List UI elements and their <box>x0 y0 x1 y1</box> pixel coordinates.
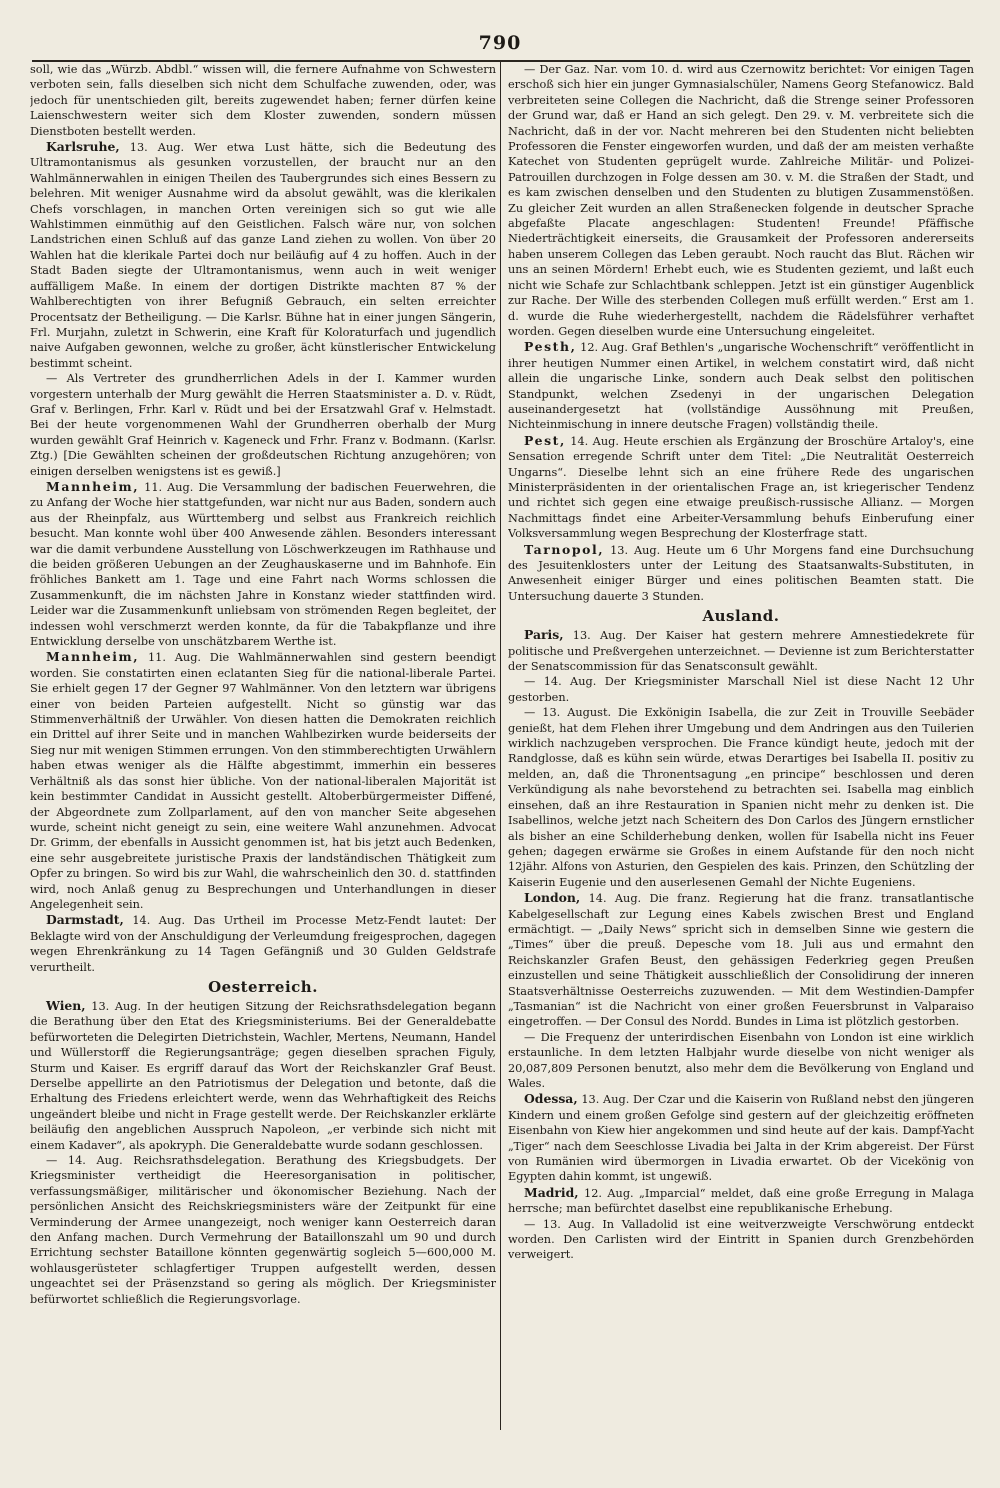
paragraph-text: 12. Aug. „Imparcial“ meldet, daß eine große Erregung in Malaga herrsche; man befürchtet daselbst eine republikanische Erhebung. <box>508 1186 974 1216</box>
article-paragraph <box>508 627 974 674</box>
dateline-place: Pest, <box>524 432 566 448</box>
article-paragraph <box>508 542 974 605</box>
column-divider <box>500 60 501 1430</box>
dateline-place: London, <box>524 890 581 906</box>
paragraph-text: 13. Aug. Heute um 6 Uhr Morgens fand eine Durchsuchung des Jesuitenklosters unter der Leitung des Staatsanwalts-Substituten, in Anwesenheit einiger Bürger und eines politischen Beamten statt. Die Untersuchung dauerte 3 Stunden. <box>508 543 974 603</box>
article-paragraph <box>508 1091 974 1184</box>
dateline-place: Odessa, <box>524 1091 578 1107</box>
article-paragraph <box>508 674 974 705</box>
article-paragraph <box>30 998 496 1153</box>
paragraph-text: 14. Aug. Die franz. Regierung hat die franz. transatlantische Kabelgesellschaft zur Legung eines Kabels zwischen Brest und England ermächtigt. — „Daily News“ spricht sich in demselben Sinne wie gestern die „Times“ über die preuß. Depesche vom 18. Juli aus und ermahnt den Reichskanzler Grafen Beust, den gehässigen Federkrieg gegen Preußen einzustellen und seine Thätigkeit ausschließlich der Consolidirung der inneren Staatsverhältnisse Oesterreichs zuzuwenden. — Mit dem Westindien-Dampfer „Tasmanian“ ist die Nachricht von einer großen Feuersbrunst in Valparaiso eingetroffen. — Der Consul des Nordd. Bundes in Lima ist plötzlich gestorben. <box>508 892 974 1029</box>
paragraph-text: 13. Aug. Wer etwa Lust hätte, sich die Bedeutung des Ultramontanismus als gesunken vorzustellen, der braucht nur an den Wahlmännerwahlen in einigen Theilen des Taubergrundes sich eines Bessern zu belehren. Mit weniger Ausnahme wird da absolut gewählt, was die klerikalen Chefs vorschlagen, in manchen Orten vereinigen sich so gut wie alle Wahlstimmen einmüthig auf den Geistlichen. Falsch wäre nur, von solchen Landstrichen einen Schluß auf das ganze Land ziehen zu wollen. Von über 20 Wahlen hat die klerikale Partei doch nur beiläufig auf 4 zu hoffen. Auch in der Stadt Baden siegte der Ultramontanismus, wenn auch in weit weniger auffälligem Maße. In einem der dortigen Distrikte machten 87 % der Wahlberechtigten von ihrer Befugniß Gebrauch, ein selten erreichter Procentsatz der Betheiligung. — Die Karlsr. Bühne hat in einer jungen Sängerin, Frl. Murjahn, zuletzt in Schwerin, eine Kraft für Koloraturfach und jugendlich naive Aufgaben gewonnen, welche zu großer, ächt künstlerischer Entwickelung bestimmt scheint. <box>30 141 496 370</box>
paragraph-text: 13. Aug. Der Czar und die Kaiserin von Rußland nebst den jüngeren Kindern und einem großen Gefolge sind gestern auf der gleichzeitig eröffneten Eisenbahn von Kiew hier angekommen und sind heute auf der kais. Dampf-Yacht „Tiger“ nach dem Seeschlosse Livadia bei Jalta in der Krim abgereist. Der Fürst von Rumänien wird übermorgen in Livadia erwartet. Ob der Vicekönig von Egypten dahin kommt, ist ungewiß. <box>508 1093 974 1184</box>
paragraph-text: 14. Aug. Heute erschien als Ergänzung der Broschüre Artaloy's, eine Sensation erregende Schrift unter dem Titel: „Die Neutralität Oesterreich Ungarns“. Dieselbe lehnt sich an eine frühere Rede des ungarischen Ministerpräsidenten in der orientalischen Frage an, ist kriegerischer Tendenz und richtet sich gegen eine etwaige preußisch-russische Allianz. — Morgen Nachmittags findet eine Arbeiter-Versammlung behufs Einberufung einer Volksversammlung wegen Besprechung der Klosterfrage statt. <box>508 434 974 541</box>
paragraph-text: — 13. August. Die Exkönigin Isabella, die zur Zeit in Trouville Seebäder genießt, hat dem Flehen ihrer Umgebung und dem Andringen aus den Tuilerien wirklich nachzugeben versprochen. Die France kündigt heute, jedoch mit der Randglosse, daß es kühn sein würde, etwas Derartiges bei Isabella II. positiv zu melden, an, daß die Thronentsagung „en principe“ beschlossen und deren Verkündigung als nahe bevorstehend zu betrachten sei. Isabella mag einblich einsehen, daß an ihre Restauration in Spanien nicht mehr zu denken ist. Die Isabellinos, welche jetzt nach Scheitern des Don Carlos des Jüngern ernstlicher als bisher an eine Schilderhebung denken, wollen für Isabella nicht ins Feuer gehen; dagegen erwärme sie Großes in einem Aufstande für den noch nicht 12jähr. Alfons von Asturien, den Gespielen des kais. Prinzen, den Schützling der Kaiserin Eugenie und den auserlesenen Gemahl der Nichte Eugeniens. <box>508 706 974 889</box>
article-paragraph <box>30 62 496 139</box>
article-paragraph <box>30 139 496 371</box>
article-paragraph <box>508 433 974 542</box>
section-heading: Oesterreich. <box>208 977 318 996</box>
article-paragraph <box>30 479 496 649</box>
paragraph-text: soll, wie das „Würzb. Abdbl.“ wissen will, die fernere Aufnahme von Schwestern verboten sein, falls dieselben sich nicht dem Schulfache zuwenden, oder, was jedoch für unentschieden gilt, bereits zugewendet haben; ferner dürfen keine Laienschwestern weiter sich dem Kloster zuwenden, sondern müssen Dienstboten bestellt werden. <box>30 63 496 138</box>
paragraph-text: 13. Aug. Der Kaiser hat gestern mehrere Amnestiedekrete für politische und Preßvergehen unterzeichnet. — Devienne ist zum Berichterstatter der Senatscommission für das Senatsconsult gewählt. <box>508 629 974 674</box>
article-paragraph <box>30 371 496 479</box>
article-paragraph <box>30 649 496 912</box>
article-paragraph <box>508 339 974 432</box>
paragraph-text: 11. Aug. Die Wahlmännerwahlen sind gestern beendigt worden. Sie constatirten einen eclatanten Sieg für die national-liberale Partei. Sie erhielt gegen 17 der Gegner 97 Wahlmänner. Von den letztern war übrigens einer von beiden Parteien aufgestellt. Nicht so günstig war das Stimmenverhältniß der Urwähler. Von diesen hatten die Demokraten reichlich ein Drittel auf ihrer Seite und in manchen Wahlbezirken wurde beiderseits der Sieg nur mit wenigen Stimmen errungen. Von den stimmberechtigten Urwählern haben etwas weniger als die Hälfte abgestimmt, immerhin ein besseres Verhältniß als das sonst hier übliche. Von der national-liberalen Majorität ist kein bestimmter Candidat in Aussicht gestellt. Altoberbürgermeister Diffené, der Abgeordnete zum Zollparlament, auf den von mancher Seite abgesehen wurde, scheint nicht geneigt zu sein, eine weitere Wahl anzunehmen. Advocat Dr. Grimm, der ebenfalls in Aussicht genommen ist, hat bis jetzt auch Bedenken, eine sehr ausgebreitete juristische Praxis der landständischen Thätigkeit zum Opfer zu bringen. So wird bis zur Wahl, die wahrscheinlich den 30. d. stattfinden wird, noch Anlaß genug zu Besprechungen und Unterhandlungen in dieser Angelegenheit sein. <box>30 651 496 911</box>
article-paragraph <box>508 1030 974 1092</box>
paragraph-text: — Als Vertreter des grundherrlichen Adels in der I. Kammer wurden vorgestern unterhalb der Murg gewählt die Herren Staatsminister a. D. v. Rüdt, Graf v. Berlingen, Frhr. Karl v. Rüdt und bei der Ersatzwahl Graf v. Helmstadt. Bei der heute vorgenommenen Wahl der Grundherren oberhalb der Murg wurden gewählt Graf Heinrich v. Kageneck und Frhr. Franz v. Bodmann. (Karlsr. Ztg.) [Die Gewählten scheinen der großdeutschen Richtung anzugehören; von einigen derselben wenigstens ist es gewiß.] <box>30 372 496 478</box>
dateline-place: Madrid, <box>524 1184 579 1200</box>
dateline-place: Wien, <box>46 997 86 1013</box>
paragraph-text: — Der Gaz. Nar. vom 10. d. wird aus Czernowitz berichtet: Vor einigen Tagen erschoß sich hier ein junger Gymnasialschüler, Namens Georg Stefanowicz. Bald verbreiteten seine Collegen die Nachricht, daß die Strenge seiner Professoren der Grund war, daß er Hand an sich gelegt. Den 29. v. M. verbreitete sich die Nachricht, daß in der vor. Nacht mehreren bei den Studenten nicht beliebten Professoren die Fenster eingeworfen wurden, und daß der am meisten verhaßte Katechet von Studenten geprügelt wurde. Zahlreiche Militär- und Polizei-Patrouillen durchzogen in Folge dessen am 30. v. M. die Straßen der Stadt, und es kam zwischen denselben und den Studenten zu blutigen Zusammenstößen. Zu gleicher Zeit wurden an allen Straßenecken folgende in deutscher Sprache abgefaßte Placate angeschlagen: Studenten! Freunde! Pfäffische Niederträchtigkeit einerseits, die Grausamkeit der Professoren andererseits haben unserem Collegen das Leben geraubt. Noch raucht das Blut. Rächen wir uns an seinen Mördern! Erhebt euch, wie es Studenten geziemt, und laßt euch nicht wie Schafe zur Schlachtbank schleppen. Jetzt ist ein günstiger Augenblick zur Rache. Der Wille des sterbenden Collegen muß erfüllt werden.“ Erst am 1. d. wurde die Ruhe wiederhergestellt, nachdem die Rädelsführer verhaftet worden. Gegen dieselben wurde eine Untersuchung eingeleitet. <box>508 63 974 338</box>
dateline-place: Mannheim, <box>46 649 140 665</box>
dateline-place: Paris, <box>524 627 564 643</box>
paragraph-text: — 14. Aug. Der Kriegsminister Marschall Niel ist diese Nacht 12 Uhr gestorben. <box>508 675 974 704</box>
article-paragraph <box>508 1217 974 1263</box>
paragraph-text: — Die Frequenz der unterirdischen Eisenbahn von London ist eine wirklich erstaunliche. In dem letzten Halbjahr wurde dieselbe von nicht weniger als 20,087,809 Personen benutzt, also mehr dem die Bevölkerung von England und Wales. <box>508 1030 974 1090</box>
dateline-place: Pesth, <box>524 339 577 355</box>
article-paragraph <box>508 705 974 890</box>
page-number: 790 <box>478 32 522 54</box>
article-paragraph <box>30 912 496 975</box>
article-paragraph <box>508 1185 974 1217</box>
right-column <box>508 62 974 1422</box>
left-column <box>30 62 496 1422</box>
article-paragraph <box>30 1153 496 1307</box>
dateline-place: Tarnopol, <box>524 541 605 557</box>
dateline-place: Karlsruhe, <box>46 139 120 155</box>
paragraph-text: 13. Aug. In der heutigen Sitzung der Reichsrathsdelegation begann die Berathung über den Etat des Kriegsministeriums. Bei der Generaldebatte befürworteten die Delegirten Dietrichstein, Wachler, Mertens, Neumann, Handel und Wüllerstorff die Regierungsanträge; gegen dieselben sprachen Figuly, Sturm und Kaiser. Es ergriff darauf das Wort der Reichskanzler Graf Beust. Derselbe appellirte an den Patriotismus der Delegation und betonte, daß die Erhaltung des Friedens erleichtert werde, wenn das Wehrhaftigkeit des Reichs ungeändert bleibe und nicht in Frage gestellt werde. Der Reichskanzler erklärte beiläufig den angeblichen Ausspruch Napoleon, „er verbinde sich nicht mit einem Kadaver“, als apokryph. Die Generaldebatte wurde sodann geschlossen. <box>30 999 496 1152</box>
paragraph-text: — 14. Aug. Reichsrathsdelegation. Berathung des Kriegsbudgets. Der Kriegsminister vertheidigt die Heeresorganisation in politischer, verfassungsmäßiger, militärischer und ökonomischer Beziehung. Nach der persönlichen Ansicht des Reichskriegsministers wäre der Zeitpunkt für eine Verminderung der Armee unangezeigt, noch weniger kann Oesterreich daran den Anfang machen. Durch Vermehrung der Bataillonszahl um 90 und durch Errichtung sechster Bataillone könnten gegenwärtig sogleich 5—600,000 M. wohlausgerüsteter schlagfertiger Truppen aufgestellt werden, dessen ungeachtet sei der Präsenzstand so gering als möglich. Der Kriegsminister befürwortet schließlich die Regierungsvorlage. <box>30 1154 496 1306</box>
paragraph-text: 11. Aug. Die Versammlung der badischen Feuerwehren, die zu Anfang der Woche hier stattgefunden, war nicht nur aus Baden, sondern auch aus der Rheinpfalz, aus Württemberg und selbst aus Frankreich reichlich besucht. Man konnte wohl über 400 Anwesende zählen. Besonders interessant war die damit verbundene Ausstellung von Löschwerkzeugen im Rathhause und die beiden größeren Uebungen an der Zeughauskaserne und im Bahnhofe. Ein fröhliches Bankett am 1. Tage und eine Fahrt nach Worms schlossen die Zusammenkunft, die im nächsten Jahre in Konstanz wieder stattfinden wird. Leider war die Zusammenkunft unliebsam von strömenden Regen begleitet, der indessen wohl verschmerzt werden konnte, da für die Tabakpflanze und ihre Entwicklung derselbe von unschätzbarem Werthe ist. <box>30 480 496 649</box>
article-paragraph <box>508 62 974 339</box>
dateline-place: Mannheim, <box>46 478 140 494</box>
dateline-place: Darmstadt, <box>46 912 124 928</box>
article-paragraph <box>508 890 974 1030</box>
section-heading: Ausland. <box>702 607 780 626</box>
paragraph-text: — 13. Aug. In Valladolid ist eine weitverzweigte Verschwörung entdeckt worden. Den Carlisten wird der Eintritt in Spanien durch Grenzbehörden verweigert. <box>508 1217 974 1262</box>
paragraph-text: 14. Aug. Das Urtheil im Processe Metz-Fendt lautet: Der Beklagte wird von der Anschuldigung der Verleumdung freigesprochen, dagegen wegen Ehrenkränkung zu 14 Tagen Gefängniß und 30 Gulden Geldstrafe verurtheilt. <box>30 914 496 974</box>
paragraph-text: 12. Aug. Graf Bethlen's „ungarische Wochenschrift“ veröffentlicht in ihrer heutigen Nummer einen Artikel, in welchem constatirt wird, daß nicht allein die ungarische Linke, sondern auch Deak selbst den politischen Standpunkt, welchen Zsedenyi in der ungarischen Delegation auseinandergesetzt hat (vollständige Aussöhnung mit Preußen, Nichteinmischung in innere deutsche Fragen) vollständig theile. <box>508 341 974 432</box>
